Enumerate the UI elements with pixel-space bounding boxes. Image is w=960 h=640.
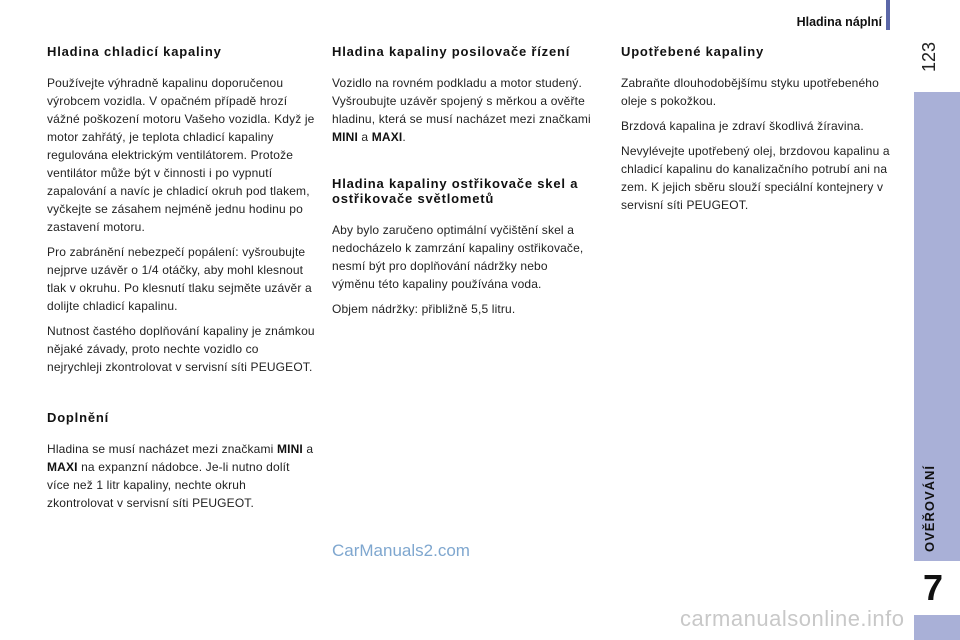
chapter-side-tab [914, 92, 960, 640]
topping-up-text-b: na expanzní nádobce. Je-li nutno dolít více než 1 litr kapaliny, nechte okruh zkontrolovat v servisní síti PEUGEOT. [47, 460, 290, 510]
coolant-paragraph-3: Nutnost častého doplňování kapaliny je známkou nějaké závady, proto nechte vozidlo co nejrychleji zkontrolovat v servisní síti PEUGEOT. [47, 324, 315, 374]
used-fluids-heading: Upotřebené kapaliny [621, 44, 765, 59]
page-number: 123 [919, 42, 939, 73]
column-right [621, 44, 891, 221]
used-fluids-paragraph-2: Brzdová kapalina je zdraví škodlivá žíravina. [621, 119, 864, 133]
mini-mark: MINI [332, 130, 358, 144]
coolant-paragraph-1: Používejte výhradně kapalinu doporučenou výrobcem vozidla. V opačném případě hrozí vážné poškození motoru Vašeho vozidla. Když je motor zahřátý, je teplota chladicí kapaliny regulována elektrickým ventilátorem. Protože ventilátor může být v činnosti i po vypnutí zapalování a navíc je chladicí okruh pod tlakem, vyčkejte se zásahem nejméně jednu hodinu po zastavení motoru. [47, 76, 315, 234]
topping-up-paragraph [47, 440, 315, 512]
power-steering-paragraph [332, 74, 594, 146]
column-middle [332, 44, 594, 325]
washer-fluid-heading: Hladina kapaliny ostřikovače skel a ostřikovače světlometů [332, 176, 579, 206]
topping-up-and: a [302, 442, 314, 456]
chapter-number: 7 [922, 567, 944, 608]
header-rule [886, 0, 890, 30]
washer-fluid-paragraph-2: Objem nádržky: přibližně 5,5 litru. [332, 302, 516, 316]
power-steering-heading: Hladina kapaliny posilovače řízení [332, 44, 571, 59]
topping-up-text-a: Hladina se musí nacházet mezi značkami [47, 442, 277, 456]
coolant-level-heading: Hladina chladicí kapaliny [47, 44, 222, 59]
carmanualsonline-watermark: carmanualsonline.info [680, 606, 905, 631]
chapter-label: OVĚŘOVÁNÍ [922, 464, 937, 552]
maxi-mark: MAXI [371, 130, 403, 144]
coolant-paragraph-2: Pro zabránění nebezpečí popálení: vyšroubujte nejprve uzávěr o 1/4 otáčky, aby mohl klesnout tlak v okruhu. Po klesnutí tlaku sejměte uzávěr a dolijte chladicí kapalinu. [47, 245, 312, 313]
column-left [47, 44, 315, 519]
chapter-number-box [906, 561, 960, 615]
used-fluids-paragraph-3: Nevylévejte upotřebený olej, brzdovou kapalinu a chladicí kapalinu do kanalizačního potrubí ani na zem. K jejich sběru slouží speciální kontejnery v servisní síti PEUGEOT. [621, 144, 890, 212]
mini-mark: MINI [276, 442, 303, 456]
used-fluids-paragraph-1: Zabraňte dlouhodobějšímu styku upotřebeného oleje s pokožkou. [621, 76, 879, 108]
carmanuals-watermark: CarManuals2.com [332, 541, 470, 560]
maxi-mark: MAXI [47, 460, 78, 474]
power-steering-text-b: . [402, 130, 406, 144]
washer-fluid-paragraph-1: Aby bylo zaručeno optimální vyčištění skel a nedocházelo k zamrzání kapaliny ostřikovače, nesmí být pro doplňování nádržky nebo výměnu této kapaliny používána voda. [332, 223, 584, 291]
topping-up-heading: Doplnění [47, 410, 110, 425]
power-steering-text-a: Vozidlo na rovném podkladu a motor studený. Vyšroubujte uzávěr spojený s měrkou a ověřte hladinu, která se musí nacházet mezi značkami [332, 76, 591, 126]
page-header-title: Hladina náplní [796, 15, 882, 29]
power-steering-and: a [357, 130, 372, 144]
